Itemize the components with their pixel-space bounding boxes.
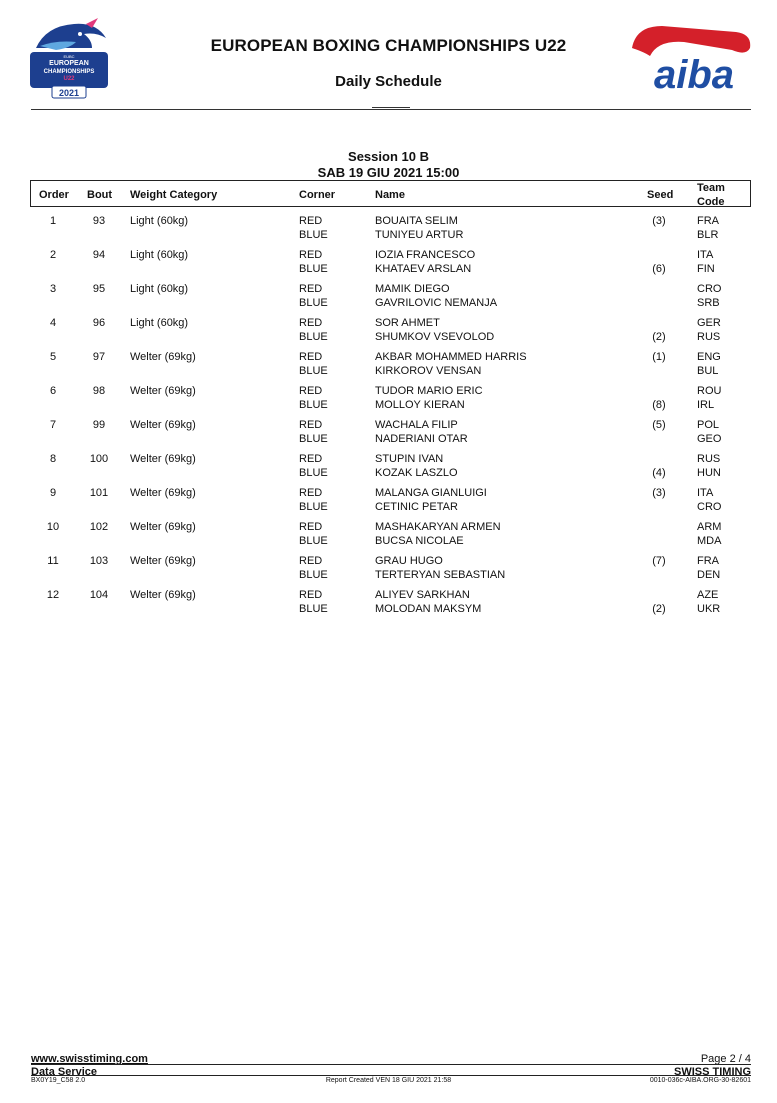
team-cell xyxy=(697,453,721,480)
seed-cell xyxy=(640,283,678,310)
team-cell xyxy=(697,521,721,548)
red-boxer-name: TUDOR MARIO ERIC xyxy=(375,385,483,397)
blue-seed xyxy=(640,569,678,583)
bout-cell: 95 xyxy=(92,283,106,295)
order-cell: 5 xyxy=(49,351,57,363)
red-corner: RED xyxy=(299,589,323,601)
red-seed: (1) xyxy=(652,351,666,363)
blue-team-code: HUN xyxy=(697,466,721,479)
red-team-code: ENG xyxy=(697,351,721,363)
red-corner: RED xyxy=(299,521,323,533)
weight-cell: Light (60kg) xyxy=(130,215,189,227)
table-row xyxy=(30,281,751,315)
red-seed: (3) xyxy=(652,215,666,227)
blue-corner: BLUE xyxy=(299,262,328,275)
document-subtitle: Daily Schedule xyxy=(335,73,442,90)
weight-cell: Welter (69kg) xyxy=(130,419,196,431)
order-cell: 1 xyxy=(49,215,57,227)
blue-seed xyxy=(640,229,678,243)
weight-cell: Welter (69kg) xyxy=(130,589,196,601)
order-cell: 4 xyxy=(49,317,57,329)
team-cell xyxy=(697,215,719,242)
blue-seed xyxy=(640,365,678,379)
red-team-code: AZE xyxy=(697,589,719,601)
logo-line-eubc: EUBC xyxy=(63,54,75,59)
blue-team-code: RUS xyxy=(697,330,721,343)
red-seed: (5) xyxy=(652,419,666,431)
table-header xyxy=(30,180,751,207)
seed-cell xyxy=(640,317,678,344)
blue-seed xyxy=(640,535,678,549)
blue-corner: BLUE xyxy=(299,296,328,309)
blue-corner: BLUE xyxy=(299,364,328,377)
weight-cell: Welter (69kg) xyxy=(130,385,196,397)
blue-boxer-name: KHATAEV ARSLAN xyxy=(375,262,472,275)
red-corner: RED xyxy=(299,419,323,431)
red-team-code: ARM xyxy=(697,521,722,533)
red-boxer-name: MASHAKARYAN ARMEN xyxy=(375,521,501,533)
weight-cell: Welter (69kg) xyxy=(130,521,196,533)
order-cell: 7 xyxy=(49,419,57,431)
bout-cell: 98 xyxy=(92,385,106,397)
order-cell: 11 xyxy=(47,555,59,567)
red-corner: RED xyxy=(299,249,323,261)
team-cell xyxy=(697,589,720,616)
blue-team-code: IRL xyxy=(697,398,715,411)
column-header-code-line: Code xyxy=(697,195,725,208)
name-cell xyxy=(375,351,527,378)
name-cell xyxy=(375,555,505,582)
blue-corner: BLUE xyxy=(299,534,328,547)
blue-boxer-name: KIRKOROV VENSAN xyxy=(375,364,482,377)
order-cell: 8 xyxy=(49,453,57,465)
order-cell: 6 xyxy=(49,385,57,397)
corner-cell xyxy=(299,589,328,616)
order-cell: 12 xyxy=(46,589,60,601)
team-cell xyxy=(697,317,721,344)
column-header-bout: Bout xyxy=(87,189,113,201)
seed-cell xyxy=(640,249,678,276)
website-link[interactable]: www.swisstiming.com xyxy=(31,1053,148,1065)
table-row xyxy=(30,485,751,519)
red-corner: RED xyxy=(299,453,323,465)
red-team-code: ITA xyxy=(697,487,714,499)
seed-cell xyxy=(640,521,678,548)
red-team-code: GER xyxy=(697,317,721,329)
weight-cell: Light (60kg) xyxy=(130,249,189,261)
red-corner: RED xyxy=(299,555,323,567)
column-header-weight: Weight Category xyxy=(130,189,218,201)
seed-cell xyxy=(640,351,678,378)
footer-divider-top xyxy=(31,1064,751,1065)
red-boxer-name: MALANGA GIANLUIGI xyxy=(375,487,487,499)
red-team-code: POL xyxy=(697,419,720,431)
red-boxer-name: STUPIN IVAN xyxy=(375,453,444,465)
bout-table xyxy=(30,213,751,621)
blue-corner: BLUE xyxy=(299,398,328,411)
red-team-code: RUS xyxy=(697,453,721,465)
red-boxer-name: BOUAITA SELIM xyxy=(375,215,458,227)
blue-corner: BLUE xyxy=(299,466,328,479)
blue-boxer-name: TERTERYAN SEBASTIAN xyxy=(375,568,506,581)
bout-cell: 96 xyxy=(92,317,106,329)
corner-cell xyxy=(299,419,328,446)
logo-line-year: 2021 xyxy=(58,88,80,98)
table-row xyxy=(30,553,751,587)
blue-seed: (4) xyxy=(652,466,666,479)
blue-corner: BLUE xyxy=(299,500,328,513)
bout-cell: 101 xyxy=(89,487,109,499)
red-team-code: ROU xyxy=(697,385,722,397)
blue-team-code: CRO xyxy=(697,500,722,513)
blue-boxer-name: BUCSA NICOLAE xyxy=(375,534,464,547)
footer-divider-bottom xyxy=(31,1075,751,1076)
seed-cell xyxy=(640,555,678,582)
column-header-seed: Seed xyxy=(647,189,674,201)
weight-cell: Welter (69kg) xyxy=(130,555,196,567)
corner-cell xyxy=(299,487,328,514)
weight-cell: Welter (69kg) xyxy=(130,487,196,499)
table-row xyxy=(30,417,751,451)
seed-cell xyxy=(640,487,678,514)
name-cell xyxy=(375,487,487,514)
red-boxer-name: ALIYEV SARKHAN xyxy=(375,589,470,601)
seed-cell xyxy=(640,453,678,480)
swiss-timing-label: SWISS TIMING xyxy=(674,1066,751,1078)
blue-corner: BLUE xyxy=(299,228,328,241)
red-corner: RED xyxy=(299,317,323,329)
corner-cell xyxy=(299,453,328,480)
bout-cell: 99 xyxy=(92,419,106,431)
blue-boxer-name: SHUMKOV VSEVOLOD xyxy=(375,330,495,343)
order-cell: 3 xyxy=(49,283,57,295)
blue-boxer-name: MOLLOY KIERAN xyxy=(375,398,465,411)
red-boxer-name: GRAU HUGO xyxy=(375,555,443,567)
seed-cell xyxy=(640,589,678,616)
bout-cell: 94 xyxy=(92,249,106,261)
table-row xyxy=(30,315,751,349)
team-cell xyxy=(697,555,720,582)
red-corner: RED xyxy=(299,215,323,227)
bout-cell: 100 xyxy=(89,453,109,465)
corner-cell xyxy=(299,385,328,412)
name-cell xyxy=(375,453,458,480)
name-cell xyxy=(375,283,497,310)
blue-corner: BLUE xyxy=(299,568,328,581)
column-header-corner: Corner xyxy=(299,189,336,201)
page-number: Page 2 / 4 xyxy=(700,1053,751,1065)
red-corner: RED xyxy=(299,487,323,499)
column-header-name: Name xyxy=(375,189,405,201)
order-cell: 2 xyxy=(49,249,57,261)
corner-cell xyxy=(299,521,328,548)
weight-cell: Light (60kg) xyxy=(130,283,189,295)
weight-cell: Light (60kg) xyxy=(130,317,189,329)
seed-cell xyxy=(640,385,678,412)
table-row xyxy=(30,349,751,383)
table-row xyxy=(30,519,751,553)
red-team-code: FRA xyxy=(697,215,719,227)
blue-team-code: UKR xyxy=(697,602,721,615)
name-cell xyxy=(375,249,475,276)
corner-cell xyxy=(299,249,328,276)
bout-cell: 103 xyxy=(89,555,109,567)
red-seed: (7) xyxy=(652,555,666,567)
bout-cell: 97 xyxy=(92,351,106,363)
corner-cell xyxy=(299,555,328,582)
blue-boxer-name: NADERIANI OTAR xyxy=(375,432,468,445)
corner-cell xyxy=(299,283,328,310)
bout-cell: 93 xyxy=(92,215,106,227)
team-cell xyxy=(697,249,715,276)
red-corner: RED xyxy=(299,385,323,397)
blue-seed: (8) xyxy=(652,398,666,411)
blue-team-code: DEN xyxy=(697,568,721,581)
red-boxer-name: SOR AHMET xyxy=(375,317,440,329)
table-row xyxy=(30,451,751,485)
blue-boxer-name: GAVRILOVIC NEMANJA xyxy=(375,296,498,309)
seed-cell xyxy=(640,215,678,242)
order-cell: 9 xyxy=(49,487,57,499)
header-divider xyxy=(31,109,751,110)
seed-cell xyxy=(640,419,678,446)
blue-seed xyxy=(640,501,678,515)
corner-cell xyxy=(299,215,328,242)
blue-team-code: MDA xyxy=(697,534,722,547)
logo-line-u22: U22 xyxy=(63,76,75,82)
red-boxer-name: IOZIA FRANCESCO xyxy=(375,249,476,261)
blue-team-code: FIN xyxy=(697,262,715,275)
red-seed: (3) xyxy=(652,487,666,499)
blue-corner: BLUE xyxy=(299,602,328,615)
red-seed xyxy=(640,589,678,603)
document-title: EUROPEAN BOXING CHAMPIONSHIPS U22 xyxy=(210,36,567,55)
red-seed xyxy=(640,317,678,331)
red-boxer-name: AKBAR MOHAMMED HARRIS xyxy=(375,351,527,363)
blue-seed: (2) xyxy=(652,602,666,615)
weight-cell: Welter (69kg) xyxy=(130,351,196,363)
blue-boxer-name: CETINIC PETAR xyxy=(375,500,458,513)
team-cell xyxy=(697,385,721,412)
red-team-code: ITA xyxy=(697,249,714,261)
bout-cell: 104 xyxy=(89,589,109,601)
blue-seed: (2) xyxy=(652,330,666,343)
name-cell xyxy=(375,521,501,548)
blue-seed xyxy=(640,433,678,447)
blue-seed: (6) xyxy=(652,262,666,275)
report-reference: 0010-036c-AIBA.ORG-30-82601 xyxy=(649,1077,751,1084)
column-header-team-line: Team xyxy=(697,182,725,194)
name-cell xyxy=(375,385,483,412)
bout-cell: 102 xyxy=(89,521,109,533)
order-cell: 10 xyxy=(46,521,60,533)
red-team-code: FRA xyxy=(697,555,719,567)
aiba-wordmark: aiba xyxy=(653,53,735,94)
table-row xyxy=(30,587,751,621)
logo-line-championships: CHAMPIONSHIPS xyxy=(43,69,95,75)
table-row xyxy=(30,213,751,247)
team-cell xyxy=(697,419,721,446)
blue-corner: BLUE xyxy=(299,330,328,343)
session-date: SAB 19 GIU 2021 15:00 xyxy=(317,165,460,180)
report-code: BX0Y19_C58 2.0 xyxy=(31,1077,86,1084)
corner-cell xyxy=(299,351,328,378)
blue-team-code: BLR xyxy=(697,228,719,241)
name-cell xyxy=(375,419,468,446)
red-corner: RED xyxy=(299,283,323,295)
red-seed xyxy=(640,521,678,535)
blue-boxer-name: TUNIYEU ARTUR xyxy=(375,228,464,241)
red-boxer-name: MAMIK DIEGO xyxy=(375,283,450,295)
red-corner: RED xyxy=(299,351,323,363)
blue-boxer-name: MOLODAN MAKSYM xyxy=(375,602,482,615)
corner-cell xyxy=(299,317,328,344)
red-seed xyxy=(640,249,678,263)
red-seed xyxy=(640,283,678,297)
column-header-team-code xyxy=(697,182,725,209)
blue-seed xyxy=(640,297,678,311)
blue-team-code: BUL xyxy=(697,364,719,377)
session-title: Session 10 B xyxy=(348,149,429,164)
name-cell xyxy=(375,215,463,242)
blue-team-code: SRB xyxy=(697,296,720,309)
blue-team-code: GEO xyxy=(697,432,722,445)
name-cell xyxy=(375,317,494,344)
name-cell xyxy=(375,589,481,616)
table-row xyxy=(30,247,751,281)
team-cell xyxy=(697,487,721,514)
team-cell xyxy=(697,351,721,378)
column-header-order: Order xyxy=(39,189,69,201)
red-boxer-name: WACHALA FILIP xyxy=(375,419,458,431)
data-service-label: Data Service xyxy=(31,1066,98,1078)
red-seed xyxy=(640,385,678,399)
red-team-code: CRO xyxy=(697,283,722,295)
blue-boxer-name: KOZAK LASZLO xyxy=(375,466,458,479)
red-seed xyxy=(640,453,678,467)
logo-line-european: EUROPEAN xyxy=(49,60,89,67)
team-cell xyxy=(697,283,721,310)
blue-corner: BLUE xyxy=(299,432,328,445)
report-created: Report Created VEN 18 GIU 2021 21:58 xyxy=(325,1077,452,1084)
table-row xyxy=(30,383,751,417)
weight-cell: Welter (69kg) xyxy=(130,453,196,465)
subtitle-underline xyxy=(372,107,410,108)
